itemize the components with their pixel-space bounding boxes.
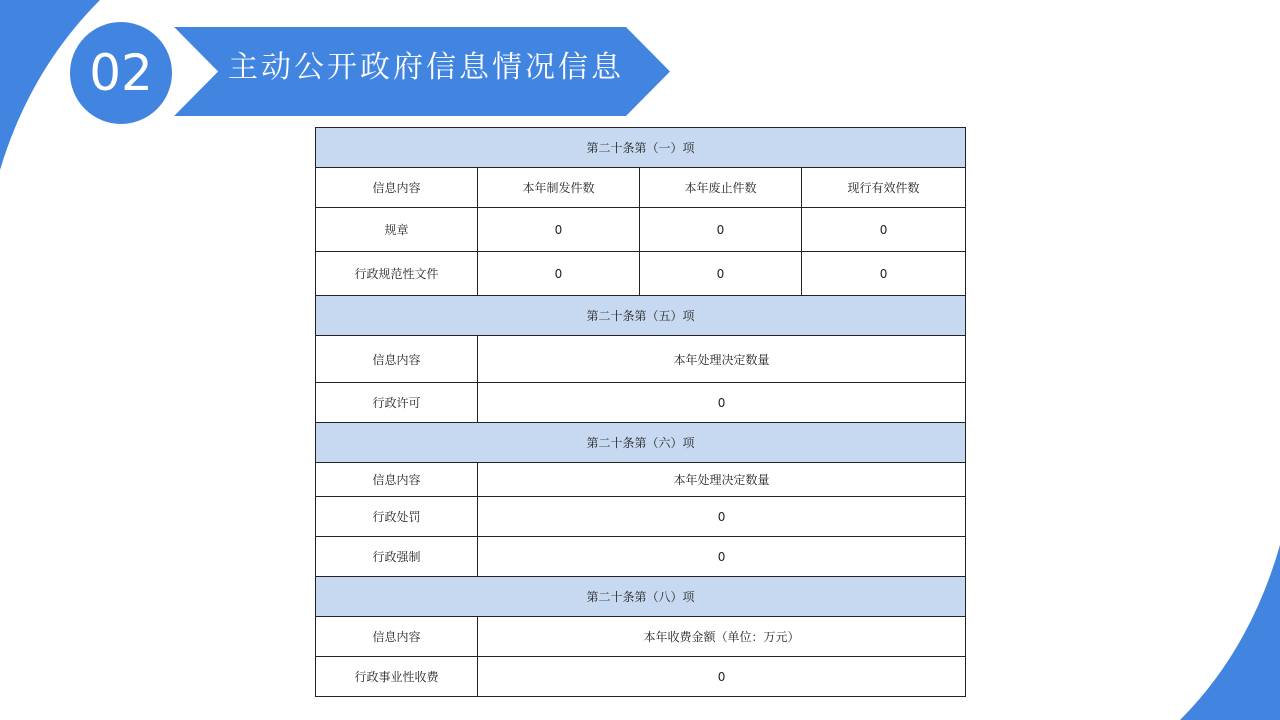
section-heading: 第二十条第（八）项 xyxy=(316,577,966,617)
row-label: 行政处罚 xyxy=(316,497,478,537)
table-row xyxy=(316,497,966,537)
table-cell: 0 xyxy=(640,252,802,296)
section-number-badge: 02 xyxy=(68,20,174,126)
column-header: 信息内容 xyxy=(316,336,478,383)
slide-title: 主动公开政府信息情况信息 xyxy=(228,50,624,85)
bottom-right-arc xyxy=(1180,545,1280,720)
table-header-row xyxy=(316,336,966,383)
table-cell: 0 xyxy=(640,208,802,252)
table-cell: 0 xyxy=(802,208,966,252)
table-cell: 0 xyxy=(478,657,966,697)
table-header-row xyxy=(316,463,966,497)
section-heading: 第二十条第（一）项 xyxy=(316,128,966,168)
table-row xyxy=(316,537,966,577)
column-header: 本年处理决定数量 xyxy=(478,463,966,497)
table-header-row xyxy=(316,617,966,657)
section-heading: 第二十条第（六）项 xyxy=(316,423,966,463)
column-header: 本年收费金额（单位：万元） xyxy=(478,617,966,657)
table-cell: 0 xyxy=(478,537,966,577)
section-heading-row xyxy=(316,577,966,617)
table-header-row xyxy=(316,168,966,208)
table-cell: 0 xyxy=(478,497,966,537)
row-label: 行政规范性文件 xyxy=(316,252,478,296)
column-header: 信息内容 xyxy=(316,463,478,497)
column-header: 本年制发件数 xyxy=(478,168,640,208)
table-cell: 0 xyxy=(802,252,966,296)
column-header: 信息内容 xyxy=(316,617,478,657)
row-label: 行政事业性收费 xyxy=(316,657,478,697)
row-label: 行政许可 xyxy=(316,383,478,423)
section-heading: 第二十条第（五）项 xyxy=(316,296,966,336)
info-table xyxy=(315,127,966,697)
section-heading-row xyxy=(316,128,966,168)
table-cell: 0 xyxy=(478,383,966,423)
table-row xyxy=(316,383,966,423)
column-header: 现行有效件数 xyxy=(802,168,966,208)
section-heading-row xyxy=(316,296,966,336)
table-row xyxy=(316,252,966,296)
table-cell: 0 xyxy=(478,252,640,296)
row-label: 规章 xyxy=(316,208,478,252)
row-label: 行政强制 xyxy=(316,537,478,577)
section-heading-row xyxy=(316,423,966,463)
table-cell: 0 xyxy=(478,208,640,252)
table-row xyxy=(316,208,966,252)
column-header: 信息内容 xyxy=(316,168,478,208)
table-row xyxy=(316,657,966,697)
column-header: 本年处理决定数量 xyxy=(478,336,966,383)
column-header: 本年废止件数 xyxy=(640,168,802,208)
